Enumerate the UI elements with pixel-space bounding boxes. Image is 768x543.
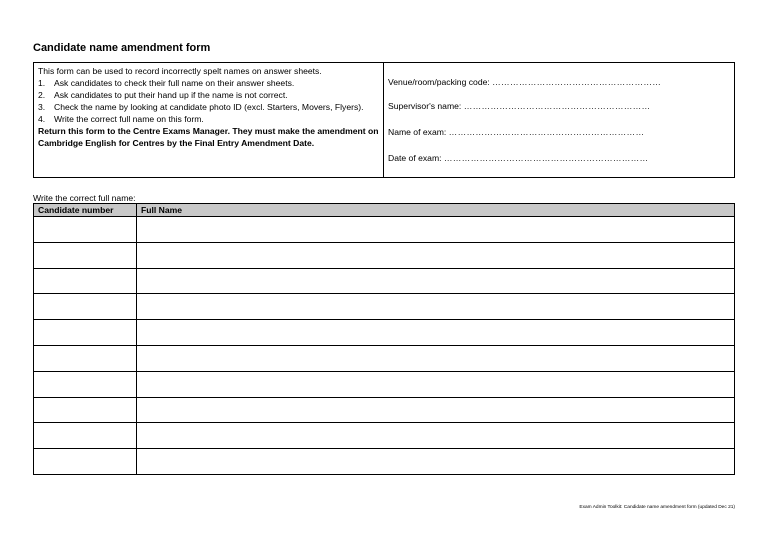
step-item: [38, 113, 379, 125]
full-name-cell[interactable]: [137, 345, 735, 371]
venue-field[interactable]: [388, 77, 661, 87]
full-name-cell[interactable]: [137, 320, 735, 346]
table-row: [34, 397, 735, 423]
step-text: Ask candidates to put their hand up if the name is not correct.: [54, 90, 288, 100]
steps-list: [38, 77, 379, 125]
full-name-cell[interactable]: [137, 371, 735, 397]
instructions-panel: [34, 63, 384, 177]
step-number: 1.: [38, 78, 46, 88]
return-note: Return this form to the Centre Exams Manager. They must make the amendment on Cambridge English for Centres by the Final Entry Amendment Date.: [38, 126, 379, 148]
table-row: [34, 345, 735, 371]
table-row: [34, 423, 735, 449]
table-row: [34, 294, 735, 320]
venue-label: Venue/room/packing code:: [388, 77, 490, 87]
table-row: [34, 449, 735, 475]
candidate-number-cell[interactable]: [34, 449, 137, 475]
step-number: 4.: [38, 114, 46, 124]
exam-name-dots: …………………………………………………………: [448, 127, 645, 137]
full-name-cell[interactable]: [137, 217, 735, 243]
step-text: Check the name by looking at candidate photo ID (excl. Starters, Movers, Flyers).: [54, 102, 364, 112]
step-text: Write the correct full name on this form.: [54, 114, 204, 124]
full-name-cell[interactable]: [137, 294, 735, 320]
table-caption: Write the correct full name:: [33, 193, 136, 203]
table-row: [34, 217, 735, 243]
table-row: [34, 268, 735, 294]
supervisor-field[interactable]: [388, 101, 650, 111]
intro-text: This form can be used to record incorrectly spelt names on answer sheets.: [38, 66, 322, 76]
table-row: [34, 320, 735, 346]
candidate-number-cell[interactable]: [34, 371, 137, 397]
step-item: [38, 101, 379, 113]
venue-dots: …………………………………………………: [492, 77, 662, 87]
exam-date-label: Date of exam:: [388, 153, 442, 163]
full-name-cell[interactable]: [137, 423, 735, 449]
candidate-number-cell[interactable]: [34, 397, 137, 423]
supervisor-label: Supervisor's name:: [388, 101, 462, 111]
footer-note: Exam Admin Toolkit: Candidate name amendment form (updated Dec 21): [579, 505, 735, 510]
instructions-box: [33, 62, 735, 178]
step-item: [38, 77, 379, 89]
full-name-cell[interactable]: [137, 397, 735, 423]
candidate-number-cell[interactable]: [34, 294, 137, 320]
full-name-cell[interactable]: [137, 449, 735, 475]
exam-date-dots: ……………………………………………………………: [443, 153, 649, 163]
form-title: Candidate name amendment form: [33, 42, 211, 54]
full-name-cell[interactable]: [137, 268, 735, 294]
candidate-number-header: Candidate number: [34, 204, 137, 217]
exam-name-field[interactable]: [388, 127, 644, 137]
candidate-number-cell[interactable]: [34, 320, 137, 346]
supervisor-dots: ………………………………………………………: [463, 101, 651, 111]
names-table: [33, 203, 735, 475]
full-name-header: Full Name: [137, 204, 735, 217]
candidate-number-cell[interactable]: [34, 423, 137, 449]
exam-details-panel: [384, 63, 734, 177]
step-number: 3.: [38, 102, 46, 112]
table-row: [34, 242, 735, 268]
candidate-number-cell[interactable]: [34, 217, 137, 243]
step-text: Ask candidates to check their full name on their answer sheets.: [54, 78, 295, 88]
candidate-number-cell[interactable]: [34, 345, 137, 371]
step-number: 2.: [38, 90, 46, 100]
candidate-number-cell[interactable]: [34, 242, 137, 268]
exam-name-label: Name of exam:: [388, 127, 447, 137]
full-name-cell[interactable]: [137, 242, 735, 268]
step-item: [38, 89, 379, 101]
table-header-row: [34, 204, 735, 217]
exam-date-field[interactable]: [388, 153, 648, 163]
table-row: [34, 371, 735, 397]
candidate-number-cell[interactable]: [34, 268, 137, 294]
